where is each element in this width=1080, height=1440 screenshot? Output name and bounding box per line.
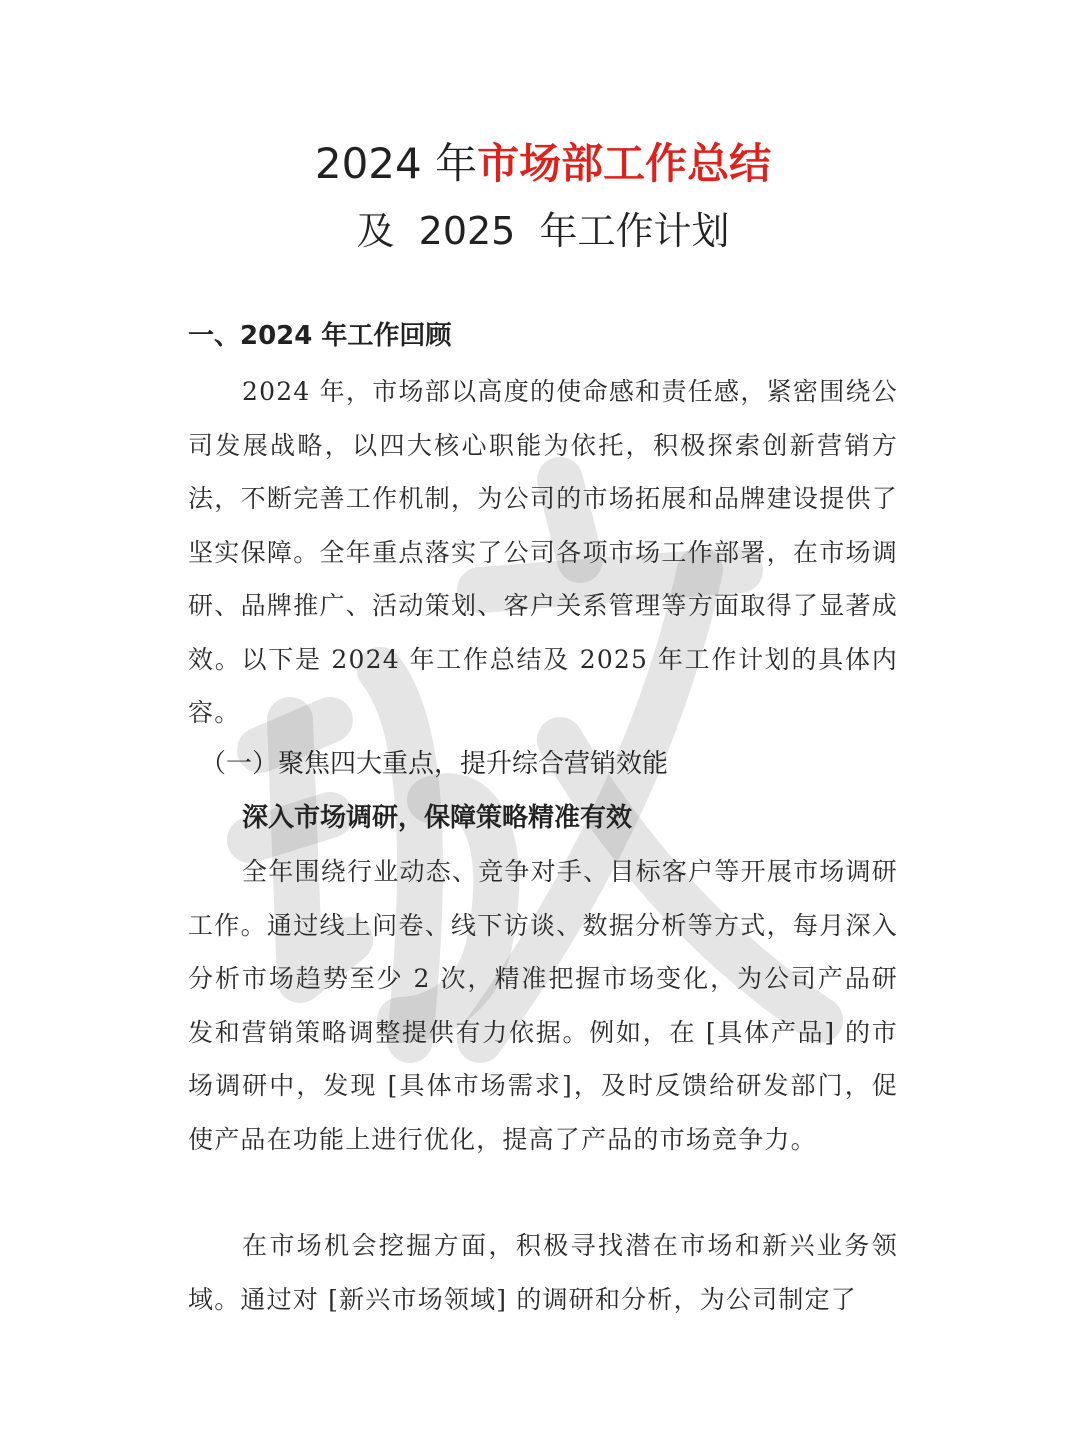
document-title — [188, 138, 898, 190]
section-heading: 一、2024 年工作回顾 — [188, 321, 452, 351]
body-paragraph: 在市场机会挖掘方面，积极寻找潜在市场和新兴业务领域。通过对 [新兴市场领域] 的调研和分析，为公司制定了 — [188, 1231, 898, 1314]
intro-paragraph: 2024 年，市场部以高度的使命感和责任感，紧密围绕公司发展战略，以四大核心职能为依托，积极探索创新营销方法，不断完善工作机制，为公司的市场拓展和品牌建设提供了坚实保障。全年重点落实了公司各项市场工作部署，在市场调研、品牌推广、活动策划、客户关系管理等方面取得了显著成效。以下是 2024 年工作总结及 2025 年工作计划的具体内容。 — [188, 377, 898, 727]
title-main: 市场部工作总结 — [477, 139, 772, 188]
document-subtitle — [188, 207, 898, 255]
item-heading: 深入市场调研，保障策略精准有效 — [242, 803, 633, 833]
subtitle-prefix: 及 — [356, 209, 395, 253]
subtitle-suffix: 年工作计划 — [539, 209, 730, 253]
title-year: 2024 年 — [314, 139, 478, 188]
subsection-heading: （一）聚焦四大重点，提升综合营销效能 — [200, 749, 669, 779]
subtitle-year: 2025 — [418, 209, 516, 253]
body-paragraph: 全年围绕行业动态、竞争对手、目标客户等开展市场调研工作。通过线上问卷、线下访谈、数据分析等方式，每月深入分析市场趋势至少 2 次，精准把握市场变化，为公司产品研发和营销策略调整提供有力依据。例如，在 [具体产品] 的市场调研中，发现 [具体市场需求]，及时反馈给研发部门，促使产品在功能上进行优化，提高了产品的市场竞争力。 — [188, 857, 898, 1154]
